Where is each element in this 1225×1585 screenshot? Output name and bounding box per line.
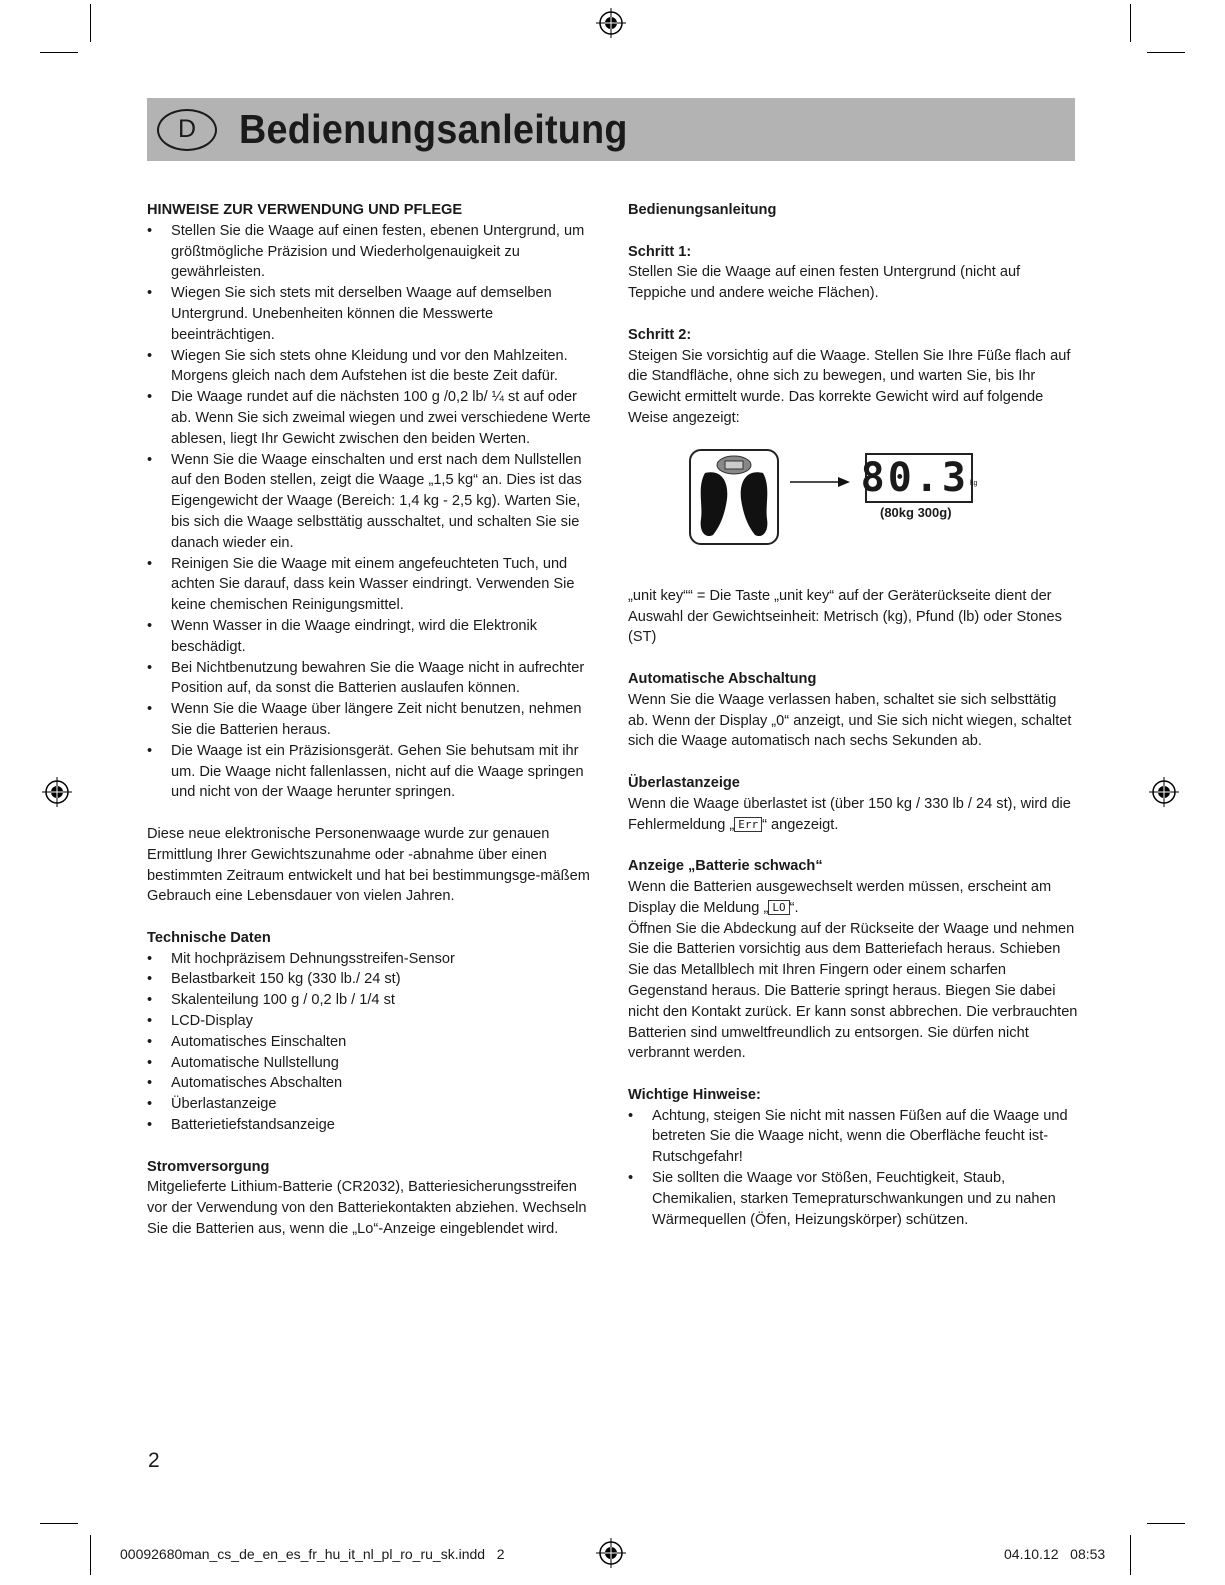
list-item: • Wiegen Sie sich stets mit derselben Waage auf demselben Untergrund. Unebenheiten können die Messwerte beeinträchtigen.	[147, 283, 599, 345]
battery-paragraph: Wenn die Batterien ausgewechselt werden müssen, erscheint am Display die Meldung „ LO “.	[628, 878, 1052, 916]
list-item: • Achtung, steigen Sie nicht mit nassen Füßen auf die Waage und betreten Sie die Waage nicht, wenn die Oberfläche feucht ist- Rutschgefahr!	[628, 1106, 1078, 1168]
battery-title: Anzeige „Batterie schwach“	[628, 858, 823, 875]
list-item: • Die Waage ist ein Präzisionsgerät. Gehen Sie behutsam mit ihr um. Die Waage nicht fallenlassen, nicht auf die Waage springen und nicht von der Waage herunter springen.	[147, 741, 599, 803]
list-item: • Wenn Wasser in die Waage eindringt, wird die Elektronik beschädigt.	[147, 616, 599, 658]
care-title: HINWEISE ZUR VERWENDUNG UND PFLEGE	[147, 202, 463, 218]
err-display-code: Err	[734, 817, 762, 832]
list-item: • Wenn Sie die Waage einschalten und erst nach dem Nullstellen auf den Boden stellen, zeigt die Waage „1,5 kg“ an. Dies ist das Eigengewicht der Waage (Bereich: 1,4 kg - 2,5 kg). Warten Sie, bis sich die Waage selbsttätig ausschaltet, und schalten Sie sie danach wieder ein.	[147, 450, 599, 554]
lo-display-code: LO	[768, 900, 789, 915]
page-title: Bedienungsanleitung	[239, 106, 628, 152]
list-item: • Die Waage rundet auf die nächsten 100 g /0,2 lb/ ¼ st auf oder ab. Wenn Sie sich zweimal wiegen und zwei verschiedene Werte ablesen, liegt Ihr Gewicht zwischen den beiden Werten.	[147, 387, 599, 449]
footprints-icon	[691, 451, 777, 543]
unitkey-paragraph: „unit key““ = Die Taste „unit key“ auf der Geräterückseite dient der Auswahl der Gewichtseinheit: Metrisch (kg), Pfund (lb) oder Stones (ST)	[628, 587, 1062, 646]
step2-title: Schritt 2:	[628, 326, 692, 343]
crop-mark	[40, 1523, 78, 1524]
list-item: • Stellen Sie die Waage auf einen festen, ebenen Untergrund, um größtmögliche Präzision und Wiederholgenauigkeit zu gewährleisten.	[147, 221, 599, 283]
intro-paragraph: Diese neue elektronische Personenwaage wurde zur genauen Ermittlung Ihrer Gewichtszunahme oder -abnahme über einen bestimmten Zeitraum entwickelt und hat bei bestimmungsge-mäßem Gebrauch eine Lebensdauer von vielen Jahren.	[147, 825, 590, 905]
auto-off-title: Automatische Abschaltung	[628, 670, 817, 687]
registration-mark-icon	[42, 777, 72, 807]
lcd-value: 80.3	[860, 454, 969, 501]
arrow-right-icon	[790, 476, 850, 488]
crop-mark	[1130, 1535, 1131, 1575]
crop-mark	[1130, 4, 1131, 42]
list-item: • Überlastanzeige	[147, 1094, 599, 1115]
list-item: • Automatisches Abschalten	[147, 1073, 599, 1094]
list-item: • LCD-Display	[147, 1011, 599, 1032]
crop-mark	[90, 4, 91, 42]
footer-date: 04.10.12 08:53	[1004, 1546, 1106, 1562]
tech-title: Technische Daten	[147, 929, 271, 946]
list-item: • Batterietiefstandsanzeige	[147, 1115, 599, 1136]
right-column	[628, 200, 1078, 1230]
overload-paragraph: Wenn die Waage überlastet ist (über 150 kg / 330 lb / 24 st), wird die Fehlermeldung „ Err “ angezeigt.	[628, 795, 1071, 833]
lcd-display	[860, 453, 978, 503]
power-paragraph: Mitgelieferte Lithium-Batterie (CR2032), Batteriesicherungsstreifen vor der Verwendung von den Batteriekontakten abziehen. Wechseln Sie die Batterien aus, wenn die „Lo“-Anzeige eingeblendet wird.	[147, 1179, 587, 1238]
step2-paragraph: Steigen Sie vorsichtig auf die Waage. Stellen Sie Ihre Füße flach auf die Standfläche, ohne sich zu bewegen, und warten Sie, bis Ihr Gewicht ermittelt wurde. Das korrekte Gewicht wird auf folgende Weise angezeigt:	[628, 347, 1071, 426]
overload-title: Überlastanzeige	[628, 774, 740, 791]
weighing-figure	[628, 449, 1078, 564]
registration-mark-icon	[1149, 777, 1179, 807]
tech-list	[147, 949, 599, 1136]
footer-filename: 00092680man_cs_de_en_es_fr_hu_it_nl_pl_ro_ru_sk.indd 2	[120, 1546, 505, 1562]
notes-list	[628, 1106, 1078, 1231]
list-item: • Automatisches Einschalten	[147, 1032, 599, 1053]
crop-mark	[40, 52, 78, 53]
care-list	[147, 221, 599, 803]
step1-title: Schritt 1:	[628, 243, 692, 260]
auto-off-paragraph: Wenn Sie die Waage verlassen haben, schaltet sie sich selbsttätig ab. Wenn der Display „0“ anzeigt, und Sie sich nicht wiegen, schaltet sich die Waage automatisch nach sechs Sekunden ab.	[628, 691, 1072, 750]
list-item: • Wiegen Sie sich stets ohne Kleidung und vor den Mahlzeiten. Morgens gleich nach dem Aufstehen ist die beste Zeit dafür.	[147, 346, 599, 388]
power-title: Stromversorgung	[147, 1158, 270, 1175]
figure-caption: (80kg 300g)	[880, 504, 952, 520]
crop-mark	[1147, 1523, 1185, 1524]
list-item: • Skalenteilung 100 g / 0,2 lb / 1/4 st	[147, 990, 599, 1011]
scale-illustration	[689, 449, 779, 545]
battery-paragraph-2: Öffnen Sie die Abdeckung auf der Rückseite der Waage und nehmen Sie die Batterien vorsichtig aus dem Batteriefach heraus. Schieben Sie das Metallblech mit Ihren Fingern oder einem scharfen Gegenstand heraus. Die Batterie springt heraus. Biegen Sie dabei nicht den Kontakt zurück. Er kann sonst abbrechen. Die verbrauchten Batterien sind umweltfreundlich zu entsorgen. Sie dürfen nicht verbrannt werden.	[628, 920, 1078, 1062]
language-badge: D	[157, 109, 217, 151]
list-item: • Bei Nichtbenutzung bewahren Sie die Waage nicht in aufrechter Position auf, da sonst die Batterien auslaufen können.	[147, 658, 599, 700]
list-item: • Wenn Sie die Waage über längere Zeit nicht benutzen, nehmen Sie die Batterien heraus.	[147, 699, 599, 741]
registration-mark-icon	[596, 1538, 626, 1568]
list-item: • Belastbarkeit 150 kg (330 lb./ 24 st)	[147, 969, 599, 990]
list-item: • Mit hochpräzisem Dehnungsstreifen-Sensor	[147, 949, 599, 970]
list-item: • Automatische Nullstellung	[147, 1053, 599, 1074]
instructions-title: Bedienungsanleitung	[628, 202, 777, 218]
page-header	[147, 98, 1075, 161]
list-item: • Sie sollten die Waage vor Stößen, Feuchtigkeit, Staub, Chemikalien, starken Temepraturschwankungen und zu nahen Wärmequellen (Öfen, Heizungskörper) schützen.	[628, 1168, 1078, 1230]
list-item: • Reinigen Sie die Waage mit einem angefeuchteten Tuch, und achten Sie darauf, dass kein Wasser eindringt. Verwenden Sie keine chemischen Reinigungsmittel.	[147, 554, 599, 616]
left-column	[147, 200, 599, 1240]
step1-paragraph: Stellen Sie die Waage auf einen festen Untergrund (nicht auf Teppiche und andere weiche Flächen).	[628, 264, 1021, 302]
lcd-unit: kg	[969, 479, 978, 487]
crop-mark	[90, 1535, 91, 1575]
page-number: 2	[148, 1449, 160, 1472]
registration-mark-icon	[596, 8, 626, 38]
notes-title: Wichtige Hinweise:	[628, 1086, 761, 1103]
crop-mark	[1147, 52, 1185, 53]
